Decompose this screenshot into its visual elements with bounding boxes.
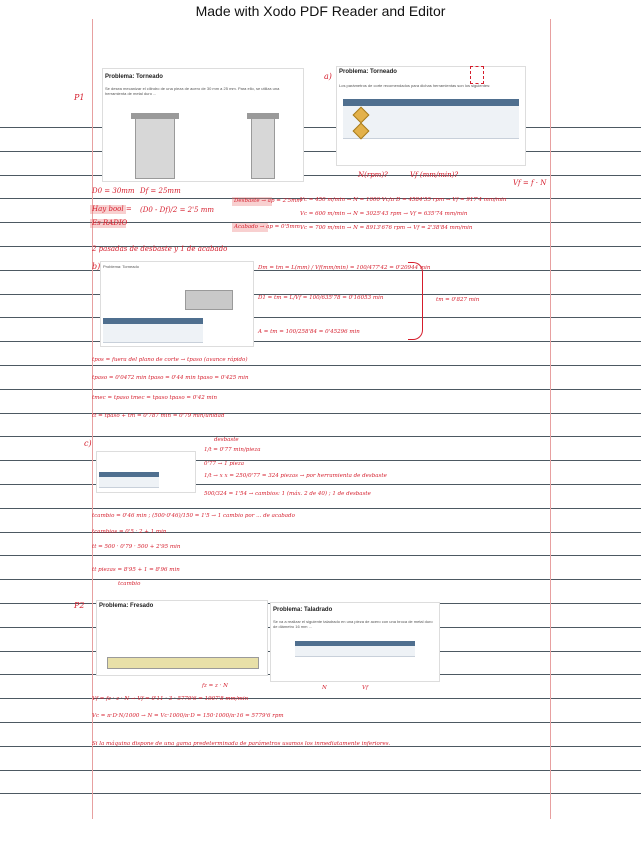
table-row [295, 651, 415, 657]
ruled-line [0, 579, 641, 580]
workpiece-figure-right [251, 117, 275, 179]
ruled-line [0, 341, 641, 342]
ruled-line [0, 770, 641, 771]
calc-acabado: Vc = 700 m/min → N = 8913'676 rpm → Vf = 2'38'84 mm/min [300, 225, 473, 231]
es-radio-label: Es RADIO [92, 219, 128, 227]
problem2-image [96, 600, 268, 676]
problem2-title: Problema: Fresado [99, 603, 154, 609]
annotation-N: N(rpm)? [358, 171, 388, 179]
d0-label: D0 = 30mm [92, 187, 135, 195]
problem1c-image [96, 451, 196, 493]
ruled-line [0, 436, 641, 437]
annotation-Vf: Vf (mm/min)? [410, 171, 459, 179]
margin-label-p2: P2 [74, 601, 85, 610]
c-line4: 500/324 = 1'54 → cambios: 1 (máx. 2 de 40) ; 1 de desbaste [204, 491, 371, 497]
problem1b-image [100, 261, 254, 347]
ruled-line [0, 793, 641, 794]
stamp-mark [470, 66, 484, 84]
tpos-note: tpos = fuera del plano de corte → tpaso (avance rápido) [92, 357, 248, 363]
workpiece-cap-right [247, 113, 279, 119]
depth-formula: (D0 - Df)/2 = 2'5 mm [140, 206, 215, 214]
c-desbaste: desbaste [214, 437, 239, 443]
desbaste-label: Desbaste → ap = 2'5mm [234, 198, 302, 204]
acabado-label: Acabado → ap = 0'5mm [234, 224, 300, 230]
ruled-line [0, 151, 641, 152]
problem2-inner-text: Se va a realizar el siguiente taladrado en una pieza de acero con una broca de metal duro de diámetro 16 mm ... [273, 619, 433, 629]
problem2-inner-image [270, 602, 440, 682]
p2-conclusion: Si la máquina dispone de una gama predeterminada de parámetros usamos los inmediatamente inferiores. [92, 741, 391, 747]
problem1a-text: Los parámetros de corte recomendados para dichas herramientas son los siguientes: [339, 83, 491, 88]
c-line7: tt = 500 · 0'79 · 500 + 2'95 min [92, 544, 181, 550]
part-figure [185, 290, 233, 310]
workpiece-figure-left [135, 117, 175, 179]
problem2-inner-title: Problema: Taladrado [273, 607, 333, 613]
problem1b-title: Problema: Torneado [103, 264, 139, 269]
total-time: tt = tpaso + tm = 0'787 min = 0'79 min/unidad [92, 413, 225, 419]
label-b: b) [92, 262, 101, 271]
c-line1: 1/t = 0'77 min/pieza [204, 447, 261, 453]
app-banner: Made with Xodo PDF Reader and Editor [195, 3, 446, 19]
time-total: tm = 0'827 min [436, 297, 480, 303]
c-line5: tcambio = 0'46 min ; (500·0'46)/150 = 1'5 → 1 cambio por ... de acabado [92, 513, 295, 519]
calc-desbaste: Vc = 450 m/min → N = 1000·Vc/π·D = 4584'55 rpm → Vf = 917'4 mm/min [300, 197, 507, 203]
tpaso-values: tpaso = 0'0472 min tpaso = 0'44 min tpaso = 0'425 min [92, 375, 249, 381]
c-line3: 1/t → x x = 250/0'77 = 324 piezas → por herramienta de desbaste [204, 473, 387, 479]
table-row [99, 482, 159, 488]
df-label: Df = 25mm [140, 187, 181, 195]
problem1-intro: Se desea mecanizar el cilindro de una pieza de acero de 30 mm a 25 mm. Para ello, se utiliza una herramienta de metal duro ... [105, 86, 280, 96]
hay-bool-label: Hay bool = [92, 205, 132, 213]
formula-vf: Vf = f · N [513, 179, 547, 187]
table-row [103, 336, 203, 343]
c-line8: tt piezas = 8'95 + 1 = 8'96 min [92, 567, 180, 573]
c-line2: 0'77 → 1 pieza [204, 461, 245, 467]
ruled-line [0, 389, 641, 390]
right-margin-line [550, 19, 551, 819]
workpiece-cap-left [131, 113, 179, 119]
label-a: a) [324, 72, 332, 81]
problem1-image [102, 68, 304, 182]
problem1a-title: Problema: Torneado [339, 69, 397, 75]
ruled-line [0, 508, 641, 509]
params-table-header [343, 99, 519, 106]
tmec-values: tmec = tpaso tmec = tpaso tpaso = 0'42 min [92, 395, 218, 401]
ruled-line [0, 722, 641, 723]
ruled-line [0, 175, 641, 176]
margin-label-p1: P1 [74, 93, 85, 102]
label-c: c) [84, 439, 92, 448]
p2-line2: Vc = π·D·N/1000 → N = Vc·1000/π·D = 150·1000/π·16 = 5779'6 rpm [92, 713, 284, 719]
note-pasadas: 2 pasadas de desbaste y 1 de acabado [92, 245, 228, 253]
tool-strip [107, 657, 259, 669]
time-d1: D1 = tm = L/Vf = 100/635'78 = 0'16053 min [258, 295, 384, 301]
ruled-line [0, 317, 641, 318]
problem1-title: Problema: Torneado [105, 74, 163, 80]
ruled-line [0, 127, 641, 128]
c-line9: tcambio [118, 581, 141, 587]
ruled-line [0, 555, 641, 556]
ruled-line [0, 365, 641, 366]
time-dm: Dm = tm = L(mm) / Vf(mm/min) = 100/477'42 = 0'20944 min [258, 265, 431, 271]
calc-semi: Vc = 600 m/min → N = 3025'43 rpm → Vf = 635'74 mm/min [300, 211, 468, 217]
p2-line1: Vf = fz · z · N → Vf = 0'11 · 3 · 5779'6 = 1907'8 mm/min [92, 696, 249, 702]
annotation-fz: fz = z · N [202, 683, 228, 689]
c-line6: tcambios = 0'5 · 2 + 1 min [92, 529, 167, 535]
problem1a-image [336, 66, 526, 166]
annotation-n: N [322, 685, 327, 691]
sum-bracket [408, 262, 423, 340]
annotation-vf2: Vf [362, 685, 369, 691]
time-a: A = tm = 100/258'84 = 0'45296 min [258, 329, 360, 335]
